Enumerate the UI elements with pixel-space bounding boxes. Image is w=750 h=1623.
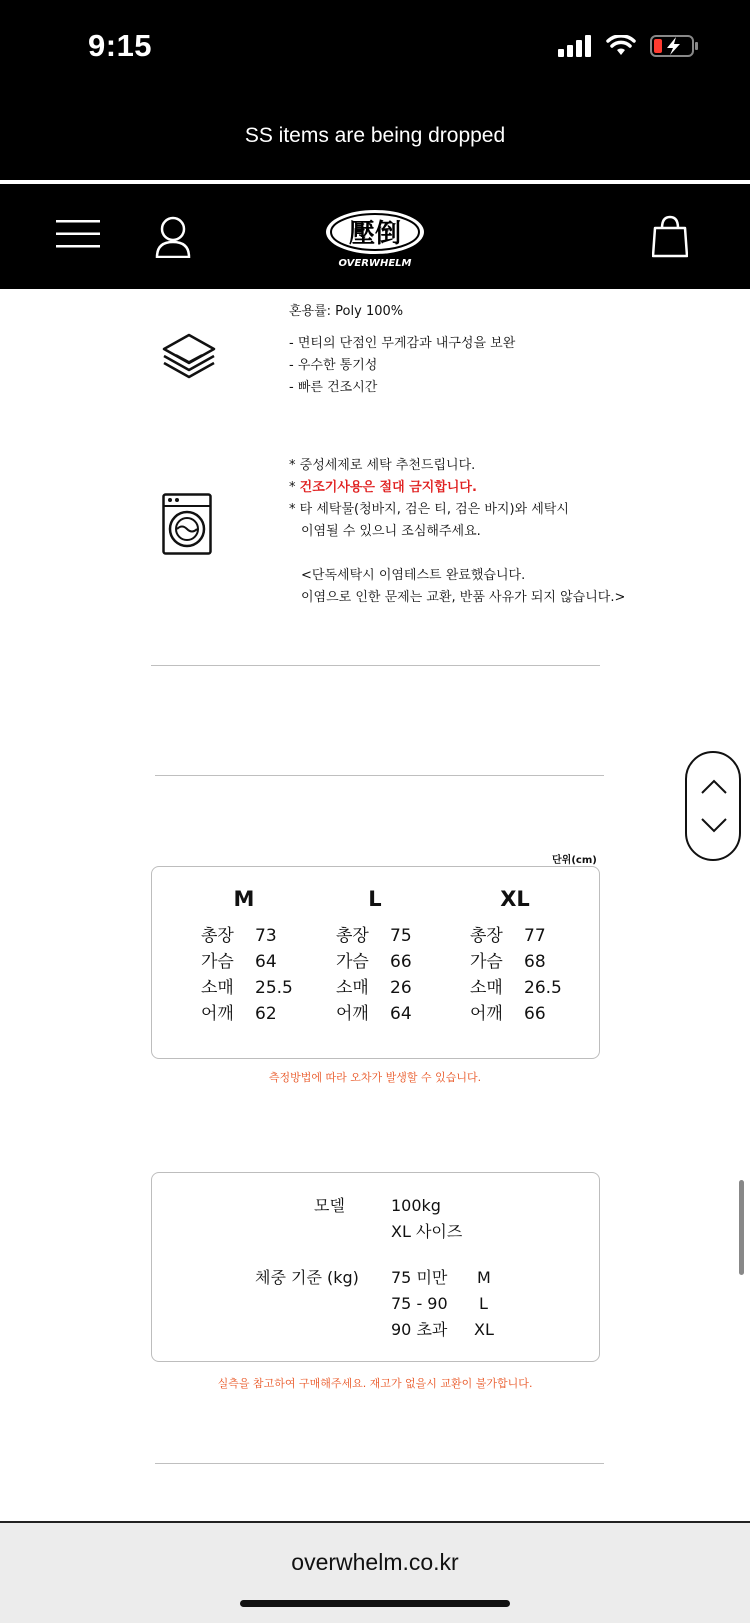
- size-column-xl: [470, 887, 610, 1027]
- feature-item: - 우수한 통기성: [289, 358, 378, 373]
- size-row: 소매 25.5: [201, 978, 293, 998]
- wifi-icon: [606, 35, 636, 57]
- shopping-bag-icon[interactable]: [652, 214, 688, 258]
- weight-size: M: [477, 1268, 491, 1287]
- section-divider: [155, 775, 604, 776]
- user-icon[interactable]: [155, 216, 191, 258]
- care-note-line: <단독세탁시 이염테스트 완료했습니다.: [301, 568, 526, 583]
- care-line: * 중성세제로 세탁 추천드립니다.: [289, 458, 476, 473]
- dryer-warning: 건조기사용은 절대 금지합니다.: [299, 480, 477, 495]
- measurement-warning: 측정방법에 따라 오차가 발생할 수 있습니다.: [268, 1071, 482, 1084]
- feature-item: - 면티의 단점인 무게감과 내구성을 보완: [289, 336, 516, 351]
- size-header: M: [233, 887, 255, 911]
- scroll-up-icon[interactable]: [700, 779, 728, 795]
- size-column-m: [201, 887, 341, 1027]
- size-unit-label: 단위(cm): [552, 855, 597, 866]
- status-time: 9:15: [88, 28, 153, 63]
- model-size: XL 사이즈: [391, 1222, 463, 1241]
- model-label: 모델: [314, 1196, 345, 1215]
- browser-url-bar[interactable]: [0, 1521, 750, 1623]
- size-column-l: [336, 887, 476, 1027]
- url-text[interactable]: overwhelm.co.kr: [291, 1549, 459, 1575]
- feature-item: - 빠른 건조시간: [289, 380, 378, 395]
- weight-range: 75 - 90: [391, 1294, 448, 1313]
- announcement-banner[interactable]: SS items are being dropped: [0, 100, 750, 180]
- size-row: 총장 73: [201, 926, 277, 946]
- size-row: 소매 26.5: [470, 978, 562, 998]
- scrollbar[interactable]: [739, 1180, 744, 1275]
- status-icons: [558, 34, 700, 58]
- washing-machine-icon: [162, 493, 212, 555]
- fabric-layers-icon: [162, 333, 216, 383]
- material-composition: 혼용률: Poly 100%: [289, 304, 404, 319]
- care-line: * 타 세탁물(청바지, 검은 티, 검은 바지)와 세탁시: [289, 502, 569, 517]
- battery-low-charging-icon: [650, 34, 700, 58]
- size-row: 어깨 62: [201, 1004, 277, 1024]
- logo-glyph: 壓倒: [348, 219, 402, 249]
- care-instructions: [289, 455, 625, 609]
- scroll-down-icon[interactable]: [700, 817, 728, 833]
- size-header: L: [368, 887, 382, 911]
- size-row: 총장 75: [336, 926, 412, 946]
- size-row: 가슴 66: [336, 952, 412, 972]
- care-line-warning: [289, 477, 625, 499]
- menu-icon[interactable]: [56, 220, 100, 248]
- home-indicator[interactable]: [240, 1600, 510, 1607]
- section-divider: [155, 1463, 604, 1464]
- size-row: 가슴 68: [470, 952, 546, 972]
- weight-range: 75 미만: [391, 1268, 448, 1287]
- purchase-warning: 실측을 참고하여 구매해주세요. 재고가 없을시 교환이 불가합니다.: [217, 1377, 533, 1390]
- weight-size: L: [479, 1294, 488, 1313]
- weight-size: XL: [474, 1320, 494, 1339]
- scroll-control: [685, 751, 741, 861]
- weight-guide-label: 체중 기준 (kg): [255, 1268, 359, 1287]
- size-row: 가슴 64: [201, 952, 277, 972]
- care-line: 이염될 수 있으니 조심해주세요.: [301, 524, 481, 539]
- navbar: [0, 184, 750, 289]
- care-note: [289, 565, 625, 609]
- size-header: XL: [500, 887, 530, 911]
- logo-text: OVERWHELM: [338, 258, 412, 269]
- brand-logo[interactable]: [323, 204, 427, 270]
- care-bullet: *: [289, 480, 300, 495]
- model-info-box: [151, 1172, 600, 1362]
- size-row: 소매 26: [336, 978, 412, 998]
- care-note-line: 이염으로 인한 문제는 교환, 반품 사유가 되지 않습니다.>: [301, 590, 626, 605]
- size-row: 어깨 64: [336, 1004, 412, 1024]
- size-row: 어깨 66: [470, 1004, 546, 1024]
- status-bar: [0, 0, 750, 100]
- weight-range: 90 초과: [391, 1320, 448, 1339]
- cellular-signal-icon: [558, 35, 592, 57]
- section-divider: [151, 665, 600, 666]
- model-weight: 100kg: [391, 1196, 441, 1215]
- product-detail-content: [0, 289, 750, 1521]
- size-chart: [151, 866, 600, 1059]
- material-features: [289, 333, 515, 399]
- size-row: 총장 77: [470, 926, 546, 946]
